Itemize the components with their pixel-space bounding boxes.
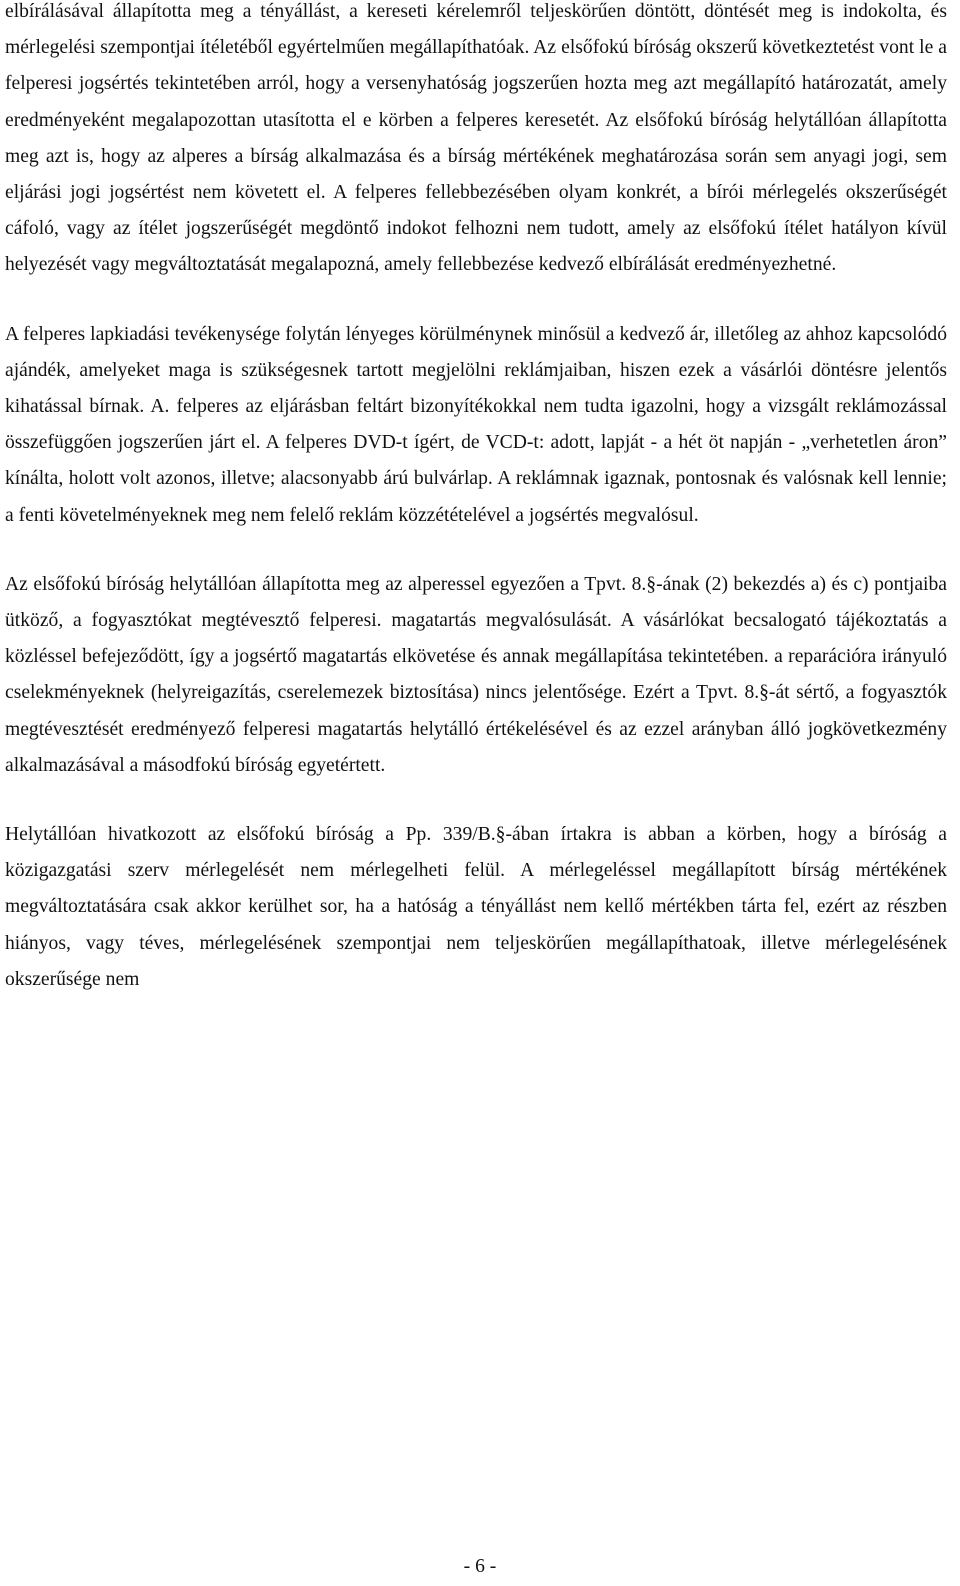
paragraph-2: A felperes lapkiadási tevékenysége folytán lényeges körülménynek minősül a kedvező ár, illetőleg az ahhoz kapcsolódó ajándék, amelyeket maga is szükségesnek tartott megjelölni reklámjaiban, hiszen ezek a vásárlói döntésre jelentős kihatással bírnak. A. felperes az eljárásban feltárt bizonyítékokkal nem tudta igazolni, hogy a vizsgált reklámozással összefüggően jogszerűen járt el. A felperes DVD-t ígért, de VCD-t: adott, lapját - a hét öt napján - „verhetetlen áron” kínálta, holott volt azonos, illetve; alacsonyabb árú bulvárlap. A reklámnak igaznak, pontosnak és valósnak kell lennie; a fenti követelményeknek meg nem felelő reklám közzétételével a jogsértés megvalósul.: [5, 323, 947, 526]
document-page: [5, 0, 947, 998]
paragraph-1: elbírálásával állapította meg a tényállást, a kereseti kérelemről teljeskörűen döntött, döntését meg is indokolta, és mérlegelési szempontjai ítéletéből egyértelműen megállapíthatóak. Az elsőfokú bíróság okszerű következtetést vont le a felperesi jogsértés tekintetében arról, hogy a versenyhatóság jogszerűen hozta meg azt megállapító határozatát, amely eredményeként megalapozottan utasította el e körben a felperes keresetét. Az elsőfokú bíróság helytállóan állapította meg azt is, hogy az alperes a bírság alkalmazása és a bírság mértékének meghatározása során sem anyagi jogi, sem eljárási jogi jogsértést nem követett el. A felperes fellebbezésében olyam konkrét, a bírói mérlegelés okszerűségét cáfoló, vagy az ítélet jogszerűségét megdöntő indokot felhozni nem tudott, amely az elsőfokú ítélet hatályon kívül helyezését vagy megváltoztatását megalapozná, amely fellebbezése kedvező elbírálását eredményezhetné.: [5, 1, 947, 276]
paragraph-4: Helytállóan hivatkozott az elsőfokú bíróság a Pp. 339/B.§-ában írtakra is abban a körben, hogy a bíróság a közigazgatási szerv mérlegelését nem mérlegelheti felül. A mérlegeléssel megállapított bírság mértékének megváltoztatására csak akkor kerülhet sor, ha a hatóság a tényállást nem kellő mértékben tárta fel, ezért az részben hiányos, vagy téves, mérlegelésének szempontjai nem teljeskörűen megállapíthatoak, illetve mérlegelésének okszerűsége nem: [5, 824, 947, 990]
paragraph-3: Az elsőfokú bíróság helytállóan állapította meg az alperessel egyezően a Tpvt. 8.§-ának (2) bekezdés a) és c) pontjaiba ütköző, a fogyasztókat megtévesztő felperesi. magatartás megvalósulását. A vásárlókat becsalogató tájékoztatás a közléssel befejeződött, így a jogsértő magatartás elkövetése és annak megállapítása tekintetében. a reparációra irányuló cselekményeknek (helyreigazítás, cserelemezek biztosítása) nincs jelentősége. Ezért a Tpvt. 8.§-át sértő, a fogyasztók megtévesztését eredményező felperesi magatartás helytálló értékelésével és az ezzel arányban álló jogkövetkezmény alkalmazásával a másodfokú bíróság egyetértett.: [5, 573, 947, 776]
page-number: - 6 -: [463, 1556, 497, 1577]
